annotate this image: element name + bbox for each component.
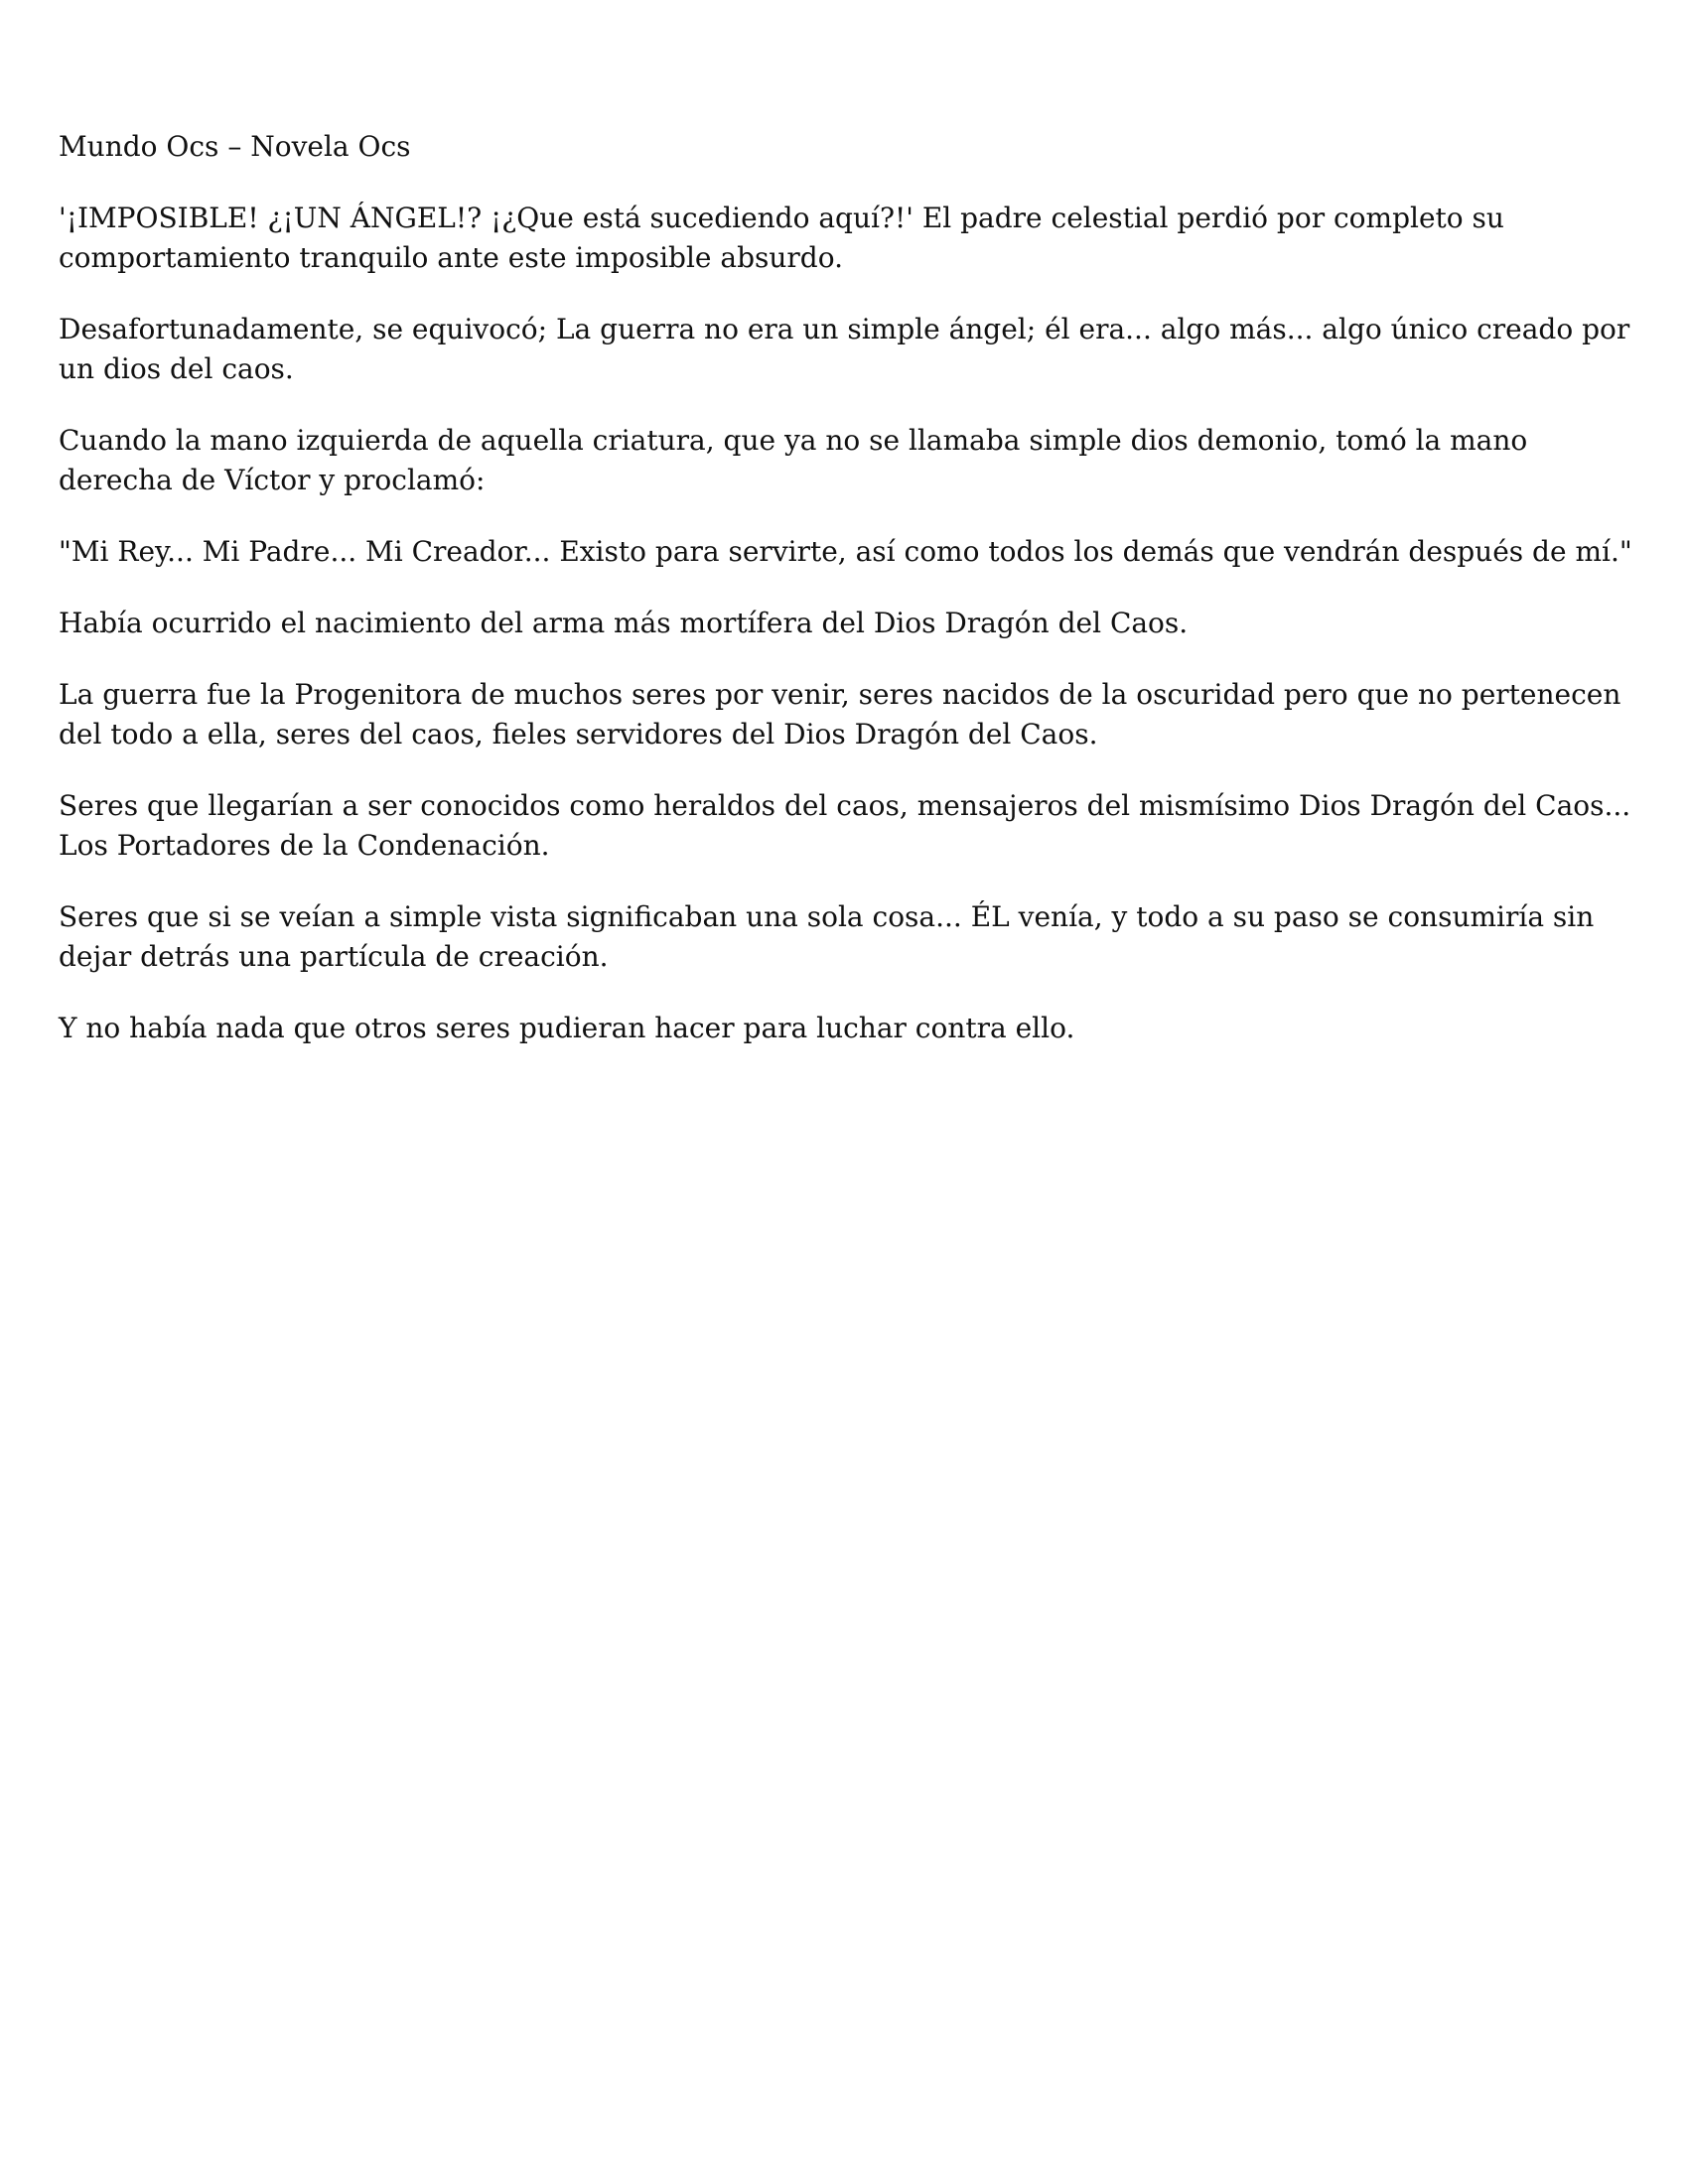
paragraph-4: "Mi Rey... Mi Padre... Mi Creador... Existo para servirte, así como todos los demás que vendrán después de mí." [59, 535, 1632, 568]
paragraph-1: '¡IMPOSIBLE! ¿¡UN ÁNGEL!? ¡¿Que está sucediendo aquí?!' El padre celestial perdió por completo su comportamiento tranquilo ante este imposible absurdo. [59, 202, 1504, 274]
paragraph-8: Seres que si se veían a simple vista significaban una sola cosa... ÉL venía, y todo a su paso se consumiría sin dejar detrás una partícula de creación. [59, 900, 1595, 973]
paragraph-7: Seres que llegarían a ser conocidos como heraldos del caos, mensajeros del mismísimo Dios Dragón del Caos... Los Portadores de la Condenación. [59, 789, 1631, 862]
paragraph-3: Cuando la mano izquierda de aquella criatura, que ya no se llamaba simple dios demonio, tomó la mano derecha de Víctor y proclamó: [59, 424, 1528, 496]
document-title: Mundo Ocs – Novela Ocs [59, 130, 411, 163]
document-body [59, 127, 1647, 1080]
paragraph-2: Desafortunadamente, se equivocó; La guerra no era un simple ángel; él era... algo más... algo único creado por un dios del caos. [59, 313, 1630, 385]
paragraph-6: La guerra fue la Progenitora de muchos seres por venir, seres nacidos de la oscuridad pero que no pertenecen del todo a ella, seres del caos, fieles servidores del Dios Dragón del Caos. [59, 678, 1621, 751]
paragraph-9: Y no había nada que otros seres pudieran hacer para luchar contra ello. [59, 1012, 1075, 1044]
paragraph-5: Había ocurrido el nacimiento del arma más mortífera del Dios Dragón del Caos. [59, 607, 1189, 639]
